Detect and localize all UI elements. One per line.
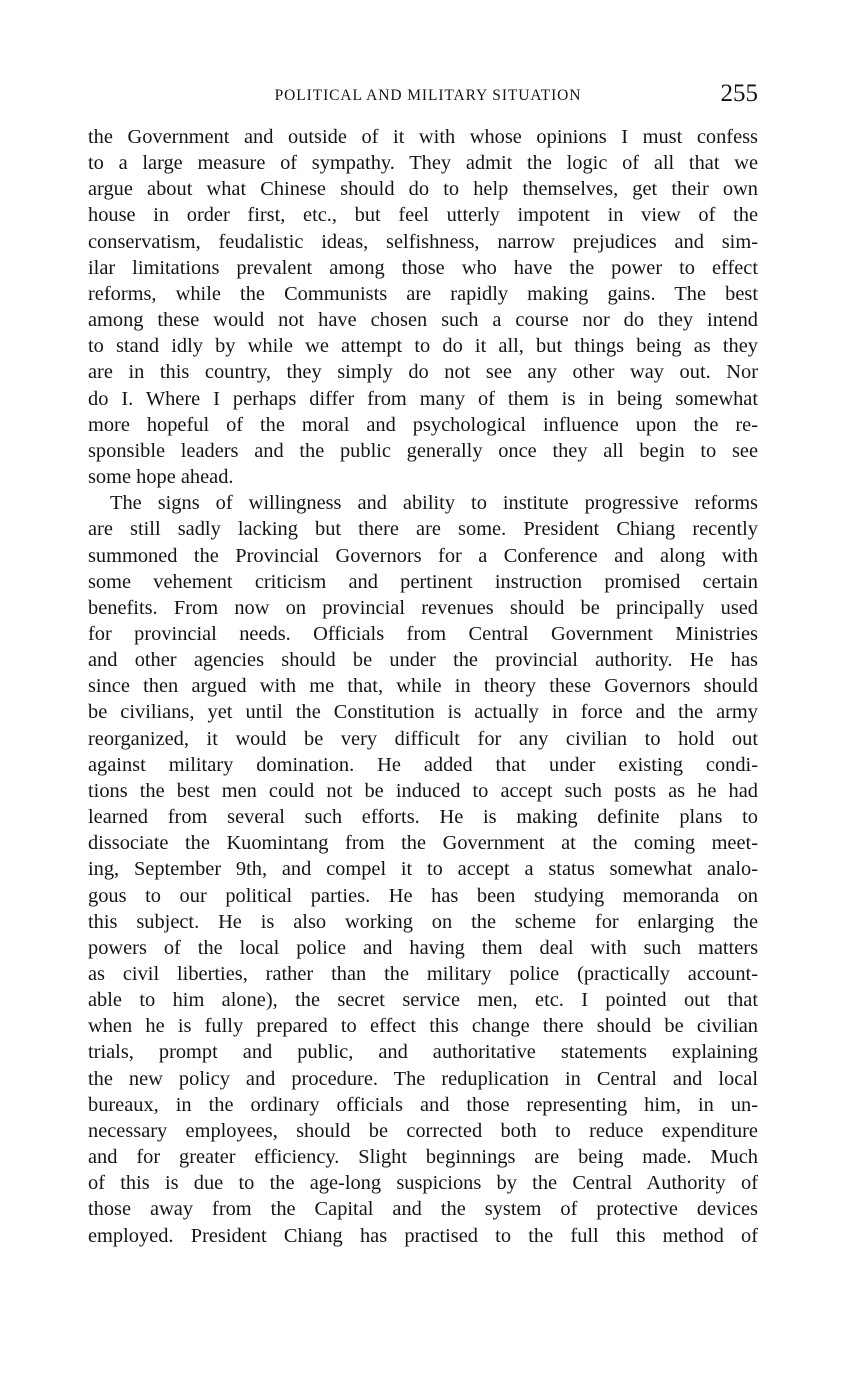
text-line: necessary employees, should be corrected both to reduce expenditure xyxy=(88,1119,758,1142)
paragraph-1 xyxy=(88,124,758,490)
text-line: ilar limitations prevalent among those who have the power to effect xyxy=(88,256,758,279)
text-line: against military domination. He added that under existing condi- xyxy=(88,753,758,776)
page-number: 255 xyxy=(720,80,758,107)
text-line: house in order first, etc., but feel utterly impotent in view of the xyxy=(88,204,758,227)
text-line: are in this country, they simply do not see any other way out. Nor xyxy=(88,361,758,384)
running-title: POLITICAL AND MILITARY SITUATION xyxy=(274,87,582,104)
text-line: as civil liberties, rather than the military police (practically account- xyxy=(88,963,758,985)
text-line: conservatism, feudalistic ideas, selfishness, narrow prejudices and sim- xyxy=(88,230,758,253)
text-line: argue about what Chinese should do to help themselves, get their own xyxy=(88,178,758,201)
text-line: ing, September 9th, and compel it to accept a status somewhat analo- xyxy=(88,858,758,881)
text-line: gous to our political parties. He has been studying memoranda on xyxy=(88,884,758,907)
text-line: reforms, while the Communists are rapidly making gains. The best xyxy=(88,282,758,305)
text-line: do I. Where I perhaps differ from many of them is in being somewhat xyxy=(88,387,758,410)
paragraph-2 xyxy=(88,490,758,1249)
text-line: powers of the local police and having them deal with such matters xyxy=(88,936,758,959)
text-line: employed. President Chiang has practised to the full this method of xyxy=(88,1224,758,1247)
text-line: dissociate the Kuomintang from the Government at the coming meet- xyxy=(88,832,758,855)
text-line: trials, prompt and public, and authoritative statements explaining xyxy=(88,1041,758,1064)
text-line: to a large measure of sympathy. They admit the logic of all that we xyxy=(88,152,758,175)
text-line: be civilians, yet until the Constitution is actually in force and the army xyxy=(88,701,758,724)
text-line: learned from several such efforts. He is making definite plans to xyxy=(88,806,758,829)
text-line: able to him alone), the secret service men, etc. I pointed out that xyxy=(88,989,758,1012)
body-text xyxy=(88,124,758,1249)
text-line: benefits. From now on provincial revenues should be principally used xyxy=(88,596,758,619)
text-line: this subject. He is also working on the scheme for enlarging the xyxy=(88,910,758,933)
text-line: the new policy and procedure. The reduplication in Central and local xyxy=(88,1067,758,1090)
text-line: some hope ahead. xyxy=(88,466,234,489)
text-line: summoned the Provincial Governors for a Conference and along with xyxy=(88,544,758,567)
text-line: The signs of willingness and ability to institute progressive reforms xyxy=(110,492,758,515)
text-line: among these would not have chosen such a course nor do they intend xyxy=(88,309,758,332)
text-line: and for greater efficiency. Slight beginnings are being made. Much xyxy=(88,1146,758,1169)
text-line: some vehement criticism and pertinent instruction promised certain xyxy=(88,570,758,593)
text-line: and other agencies should be under the provincial authority. He has xyxy=(88,649,758,672)
text-line: more hopeful of the moral and psychological influence upon the re- xyxy=(88,413,758,436)
text-line: since then argued with me that, while in theory these Governors should xyxy=(88,675,758,698)
text-line: for provincial needs. Officials from Central Government Ministries xyxy=(88,622,758,645)
text-line: the Government and outside of it with whose opinions I must confess xyxy=(88,126,758,148)
text-line: bureaux, in the ordinary officials and those representing him, in un- xyxy=(88,1093,758,1116)
text-line: tions the best men could not be induced to accept such posts as he had xyxy=(88,779,758,802)
running-head xyxy=(88,80,758,112)
text-line: sponsible leaders and the public generally once they all begin to see xyxy=(88,439,758,462)
text-line: to stand idly by while we attempt to do it all, but things being as they xyxy=(88,335,758,358)
text-line: those away from the Capital and the system of protective devices xyxy=(88,1198,758,1221)
text-line: when he is fully prepared to effect this change there should be civilian xyxy=(88,1015,758,1038)
text-line: of this is due to the age-long suspicions by the Central Authority of xyxy=(88,1172,758,1195)
text-line: reorganized, it would be very difficult for any civilian to hold out xyxy=(88,727,758,750)
text-line: are still sadly lacking but there are some. President Chiang recently xyxy=(88,518,758,541)
